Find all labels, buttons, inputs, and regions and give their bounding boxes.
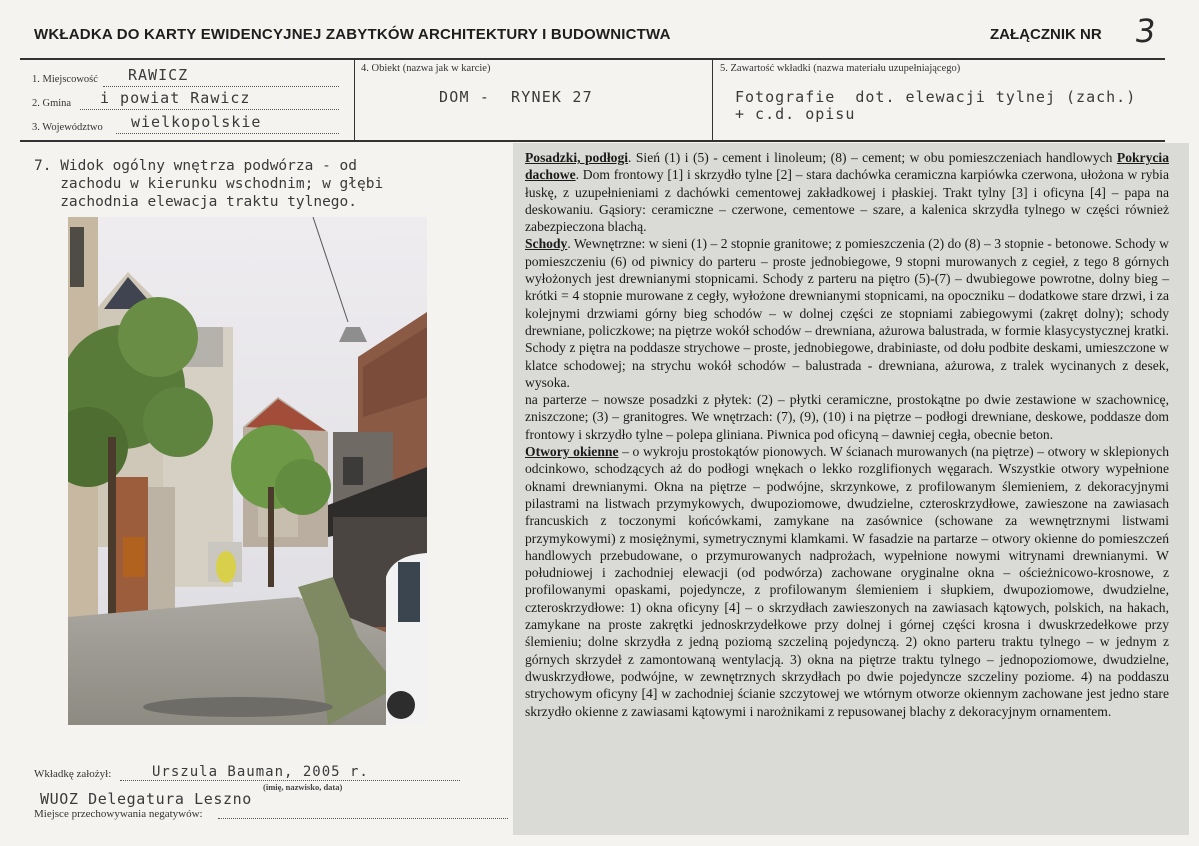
locality-dots [103, 86, 339, 87]
object-value-2: RYNEK 27 [511, 88, 593, 106]
institution-stamp: WUOZ Delegatura Leszno [40, 790, 252, 808]
description-text [525, 149, 1169, 720]
floors-text: . Sień (1) i (5) - cement i linoleum; (8) – cement; w obu pomieszczeniach handlowych [628, 150, 1117, 165]
object-label: 4. Obiekt (nazwa jak w karcie) [361, 63, 491, 74]
gmina-label: 2. Gmina [32, 98, 72, 109]
stairs-heading: Schody [525, 236, 568, 252]
author-hint: (imię, nazwisko, data) [263, 782, 343, 792]
stairs-text: . Wewnętrzne: w sieni (1) – 2 stopnie granitowe; z pomieszczenia (2) do (8) – 3 stopnie - betonowe. Schody w pomieszczeniu (6) od piwnicy do parteru – proste jednobiegowe, 9 stopni murowanych z cegieł, z tego 8 górnych wyłożonych jest drewnianymi stopnicami. Schody z parteru na piętro (5)-(7) – dwubiegowe powrotne, dolny bieg – krótki = 4 stopnie murowane z cegły, wyłożone drewnianymi stopnicami, na opoczniku – dodatkowe stare drzwi, i za kolejnymi drzwiami górny bieg schodów – w dolnej części ze stopniami zabiegowymi (zakręt dolny); schody drewniane, policzkowe; na piętrze wokół schodów – drewniana, ażurowa balustrada, w formie klasycystycznej kratki. Schody z piętra na poddasze strychowe – proste, jednobiegowe, drabiniaste, od dołu podbite deskami, umieszczone w klatce schodowej; na strychu wokół schodów – balustrada - drewniana, ażurowa, z tralek wycinanych z desek, wysoka. [525, 236, 1169, 390]
windows-text: – o wykroju prostokątów pionowych. W ścianach murowanych (na piętrze) – otwory w sklepionych odcinkowo, schodzących aż do podłogi wnękach o lekko rozglifionych węgarach. Wszystkie otwory wypełnione oknami drewnianymi. Okna na piętrze – podwójne, skrzynkowe, z profilowanym ślemieniem, z dekoracyjnymi pilastrami na listwach przymykowych, dwupoziomowe, dwudzielne, czteroskrzydłowe, zawieszone na zawiasach francuskich z toczonymi końcówkami, zamykane na zasównice (schowane za wewnętrznymi listwami przymykowymi) z mosiężnymi, symetrycznymi klamkami. W fasadzie na partarze – otwory okienne do pomieszczeń handlowych przebudowane, o przymurowanych nadprożach, wypełnione nowymi witrynami drewnianymi. W południowej i zachodniej elewacji (od podwórza) zachowane oryginalne okna – ościeżnicowo-krosnowe, z profilowanymi opaskami, pojedyncze, z profilowanym ślemieniem i słupkiem, dwupoziomowe, dwudzielne, czteroskrzydłowe: 1) okna oficyny [4] – o skrzydłach zawieszonych na zawiasach kątowych, polskich, na hakach, zamykane na proste zakrętki jednoskrzydełkowe przy dolnej i górnej części krosna i dwuskrzedełkowe przy ślemieniu; dolne skrzydła z jedną poziomą szczeliną pojedynczą. 2) okno parteru traktu tylnego – w jednym z górnych skrzydeł z zamontowaną wentylacją. 3) okna na piętrze traktu tylnego – jednopoziomowe, dwudzielne, dwuskrzydłowe, podwójne, w zewnętrznych skrzydłach po dwie pojedyncze szczeliny poziome. 4) na poddaszu strychowym oficyny [4] w zachodniej ścianie szczytowej we wtórnym otworze okiennym zachowane jest jedno stare skrzydło okienne z zawiasami kątowymi i narożnikami z repusowanej blachy z dekoracyjnym ornamentem. [525, 444, 1169, 719]
form-title: WKŁADKA DO KARTY EWIDENCYJNEJ ZABYTKÓW ARCHITEKTURY I BUDOWNICTWA [34, 26, 671, 43]
negatives-label: Miejsce przechowywania negatywów: [34, 808, 203, 820]
windows-heading: Otwory okienne [525, 444, 619, 460]
roofing-text: . Dom frontowy [1] i skrzydło tylne [2] – stara dachówka ceramiczna karpiówka czerwona, ułożona w rybia łuskę, z uzupełnieniami z dachówki cementowej zakładkowej i płaskiej. Trakt tylny [3] i oficyna [4] – papa na deskowaniu. Gąsiory: ceramiczne – czerwone, cementowe – szare, a kalenica skrzydła tylnego w części również zabezpieczona blachą. [525, 167, 1169, 235]
author-label: Wkładkę założył: [34, 768, 112, 780]
author-value: Urszula Bauman, 2005 r. [152, 764, 369, 780]
contents-label: 5. Zawartość wkładki (nazwa materiału uzupełniającego) [720, 63, 961, 74]
object-value-1: DOM - [439, 88, 491, 106]
field-divider-1 [354, 58, 355, 140]
field-divider-2 [712, 58, 713, 140]
floors-heading: Posadzki, podłogi [525, 150, 629, 165]
voivodeship-dots [116, 133, 339, 134]
locality-value: RAWICZ [128, 66, 189, 84]
voivodeship-label: 3. Województwo [32, 122, 103, 133]
fields-bottom-rule [20, 140, 1165, 142]
stairs-paragraph [525, 235, 1169, 391]
floors-roofing-paragraph [525, 149, 1169, 235]
photo-caption: 7. Widok ogólny wnętrza podwórza - od zachodu w kierunku wschodnim; w głębi zachodnia elewacja traktu tylnego. [34, 158, 384, 210]
negatives-dots [218, 818, 508, 819]
voivodeship-value: wielkopolskie [131, 113, 262, 131]
header-rule [20, 58, 1165, 60]
ground-floor-paragraph: na parterze – nowsze posadzki z płytek: (2) – płytki ceramiczne, prostokątne po dwie zestawione w szachownicę, zniszczone; (3) – granitogres. We wnętrzach: (7), (9), (10) i na piętrze – podłogi drewniane, deskowe, poddasze dom frontowy i skrzydło tylne – polepa gliniana. Piwnica pod oficyną – dawniej cegła, obecnie beton. [525, 392, 1169, 442]
gmina-dots [80, 109, 339, 110]
annex-label: ZAŁĄCZNIK NR [990, 26, 1102, 43]
courtyard-photo [68, 217, 427, 725]
contents-value-1: Fotografie dot. elewacji tylnej (zach.) [735, 88, 1137, 106]
gmina-value: i powiat Rawicz [100, 89, 251, 107]
roofing-heading: Pokrycia dachowe [525, 150, 1169, 183]
windows-paragraph [525, 443, 1169, 720]
author-dots [120, 780, 460, 781]
locality-label: 1. Miejscowość [32, 74, 98, 85]
annex-number: 3 [1132, 12, 1159, 50]
contents-value-2: + c.d. opisu [735, 105, 856, 123]
